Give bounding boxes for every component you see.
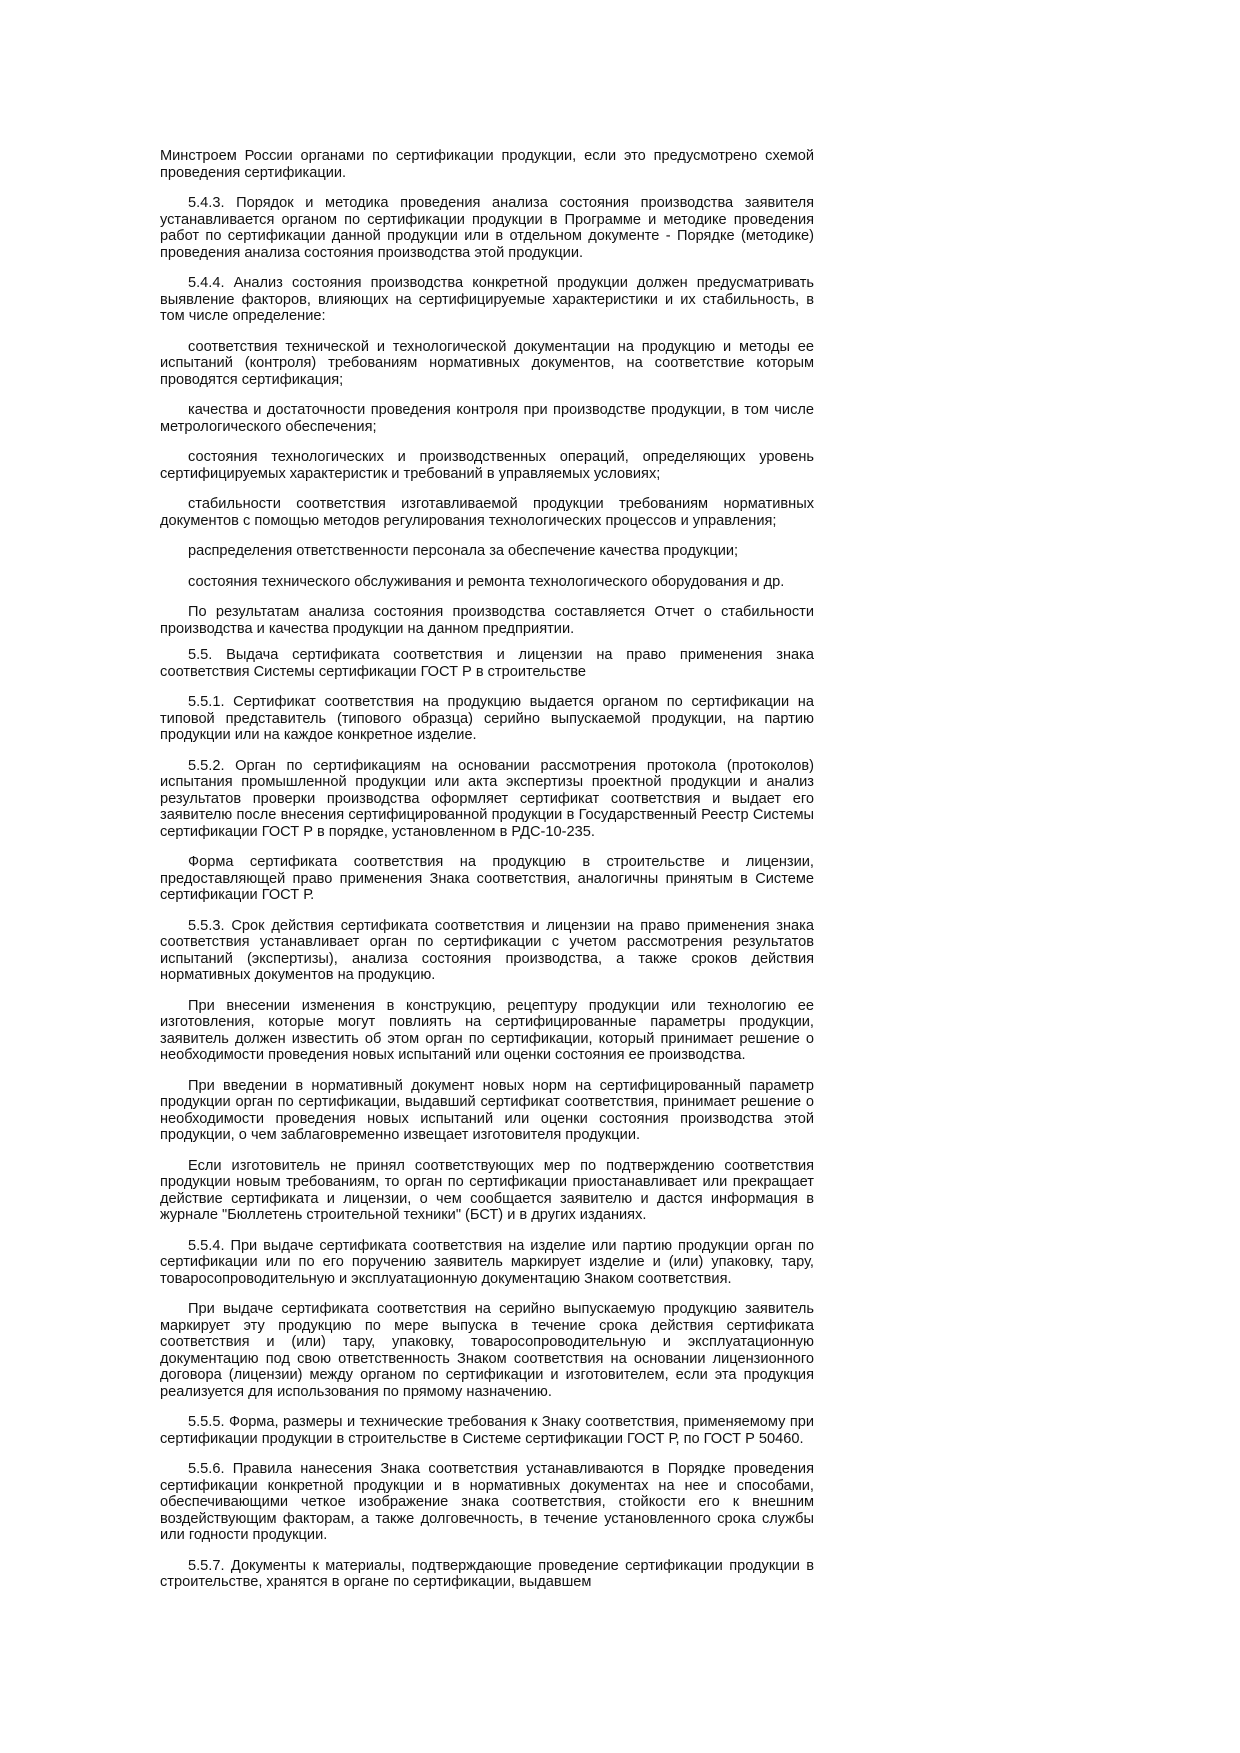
paragraph-5-5-4: 5.5.4. При выдаче сертификата соответствия на изделие или партию продукции орган по сертификации или по его поручению заявитель маркирует изделие и (или) упаковку, тару, товаросопроводительную и эксплуатационную документацию Знаком соответствия. [160, 1237, 814, 1287]
paragraph-5-5-2: 5.5.2. Орган по сертификациям на основании рассмотрения протокола (протоколов) испытания промышленной продукции или акта экспертизы проектной продукции и анализ результатов проверки производства оформляет сертификат соответствия и выдает его заявителю после внесения сертифицированной продукции в Государственный Реестр Системы сертификации ГОСТ Р в порядке, установленном в РДС-10-235. [160, 757, 814, 840]
paragraph-serial-marking: При выдаче сертификата соответствия на серийно выпускаемую продукцию заявитель маркирует эту продукцию по мере выпуска в течение срока действия сертификата соответствия и (или) тару, упаковку, товаросопроводительную и эксплуатационную документацию под свою ответственность Знаком соответствия на основании лицензионного договора (лицензии) между органом по сертификации и изготовителем, если эта продукция реализуется для использования по прямому назначению. [160, 1301, 814, 1400]
list-item-operations: состояния технологических и производственных операций, определяющих уровень сертифицируемых характеристик и требований в управляемых условиях; [160, 449, 814, 482]
paragraph-certificate-form: Форма сертификата соответствия на продукцию в строительстве и лицензии, предоставляющей право применения Знака соответствия, аналогичны принятым в Системе сертификации ГОСТ Р. [160, 854, 814, 903]
document-page [160, 148, 814, 1591]
paragraph-suspension: Если изготовитель не принял соответствующих мер по подтверждению соответствия продукции новым требованиям, то орган по сертификации приостанавливает или прекращает действие сертификата и лицензии, о чем сообщается заявителю и дастся информация в журнале "Бюллетень строительной техники" (БСТ) и в других изданиях. [160, 1157, 814, 1223]
paragraph-continuation: Минстроем России органами по сертификации продукции, если это предусмотрено схемой проведения сертификации. [160, 148, 814, 181]
section-heading-5-5: 5.5. Выдача сертификата соответствия и лицензии на право применения знака соответствия Системы сертификации ГОСТ Р в строительстве [160, 647, 814, 680]
paragraph-5-4-4: 5.4.4. Анализ состояния производства конкретной продукции должен предусматривать выявление факторов, влияющих на сертифицируемые характеристики и их стабильность, в том числе определение: [160, 275, 814, 324]
list-item-maintenance: состояния технического обслуживания и ремонта технологического оборудования и др. [188, 573, 785, 590]
paragraph-5-4-3: 5.4.3. Порядок и методика проведения анализа состояния производства заявителя устанавливается органом по сертификации продукции в Программе и методике проведения работ по сертификации данной продукции или в отдельном документе - Порядке (методике) проведения анализа состояния производства этой продукции. [160, 195, 814, 261]
paragraph-5-5-1: 5.5.1. Сертификат соответствия на продукцию выдается органом по сертификации на типовой представитель (типового образца) серийно выпускаемой продукции, на партию продукции или на каждое конкретное изделие. [160, 694, 814, 743]
list-item-responsibility: распределения ответственности персонала за обеспечение качества продукции; [188, 543, 739, 559]
paragraph-design-changes: При внесении изменения в конструкцию, рецептуру продукции или технологию ее изготовления, которые могут повлиять на сертифицированные параметры продукции, заявитель должен известить об этом орган по сертификации, который принимает решение о необходимости проведения новых испытаний или оценки состояния ее производства. [160, 997, 814, 1063]
paragraph-5-5-5: 5.5.5. Форма, размеры и технические требования к Знаку соответствия, применяемому при сертификации продукции в строительстве в Системе сертификации ГОСТ Р, по ГОСТ Р 50460. [160, 1414, 814, 1447]
paragraph-analysis-report: По результатам анализа состояния производства составляется Отчет о стабильности производства и качества продукции на данном предприятии. [160, 604, 814, 637]
list-item-documentation: соответствия технической и технологической документации на продукцию и методы ее испытаний (контроля) требованиям нормативных документов, на соответствие которым проводятся сертификация; [160, 338, 814, 388]
paragraph-5-5-3: 5.5.3. Срок действия сертификата соответствия и лицензии на право применения знака соответствия устанавливает орган по сертификации с учетом рассмотрения результатов испытаний (экспертизы), анализа состояния производства, а также сроков действия нормативных документов на продукцию. [160, 917, 814, 983]
paragraph-5-5-7: 5.5.7. Документы к материалы, подтверждающие проведение сертификации продукции в строительстве, хранятся в органе по сертификации, выдавшем [160, 1557, 814, 1590]
list-item-stability: стабильности соответствия изготавливаемой продукции требованиям нормативных документов с помощью методов регулирования технологических процессов и управления; [160, 496, 814, 529]
list-item-control-quality: качества и достаточности проведения контроля при производстве продукции, в том числе метрологического обеспечения; [160, 402, 814, 435]
paragraph-5-5-6: 5.5.6. Правила нанесения Знака соответствия устанавливаются в Порядке проведения сертификации конкретной продукции и в нормативных документах на нее и способами, обеспечивающими четкое изображение знака соответствия, стойкости его к внешним воздействующим факторам, а также долговечность, в течение установленного срока службы или годности продукции. [160, 1461, 814, 1543]
paragraph-new-norms: При введении в нормативный документ новых норм на сертифицированный параметр продукции орган по сертификации, выдавший сертификат соответствия, принимает решение о необходимости проведения новых испытаний или оценки состояния производства этой продукции, о чем заблаговременно извещает изготовителя продукции. [160, 1077, 814, 1143]
